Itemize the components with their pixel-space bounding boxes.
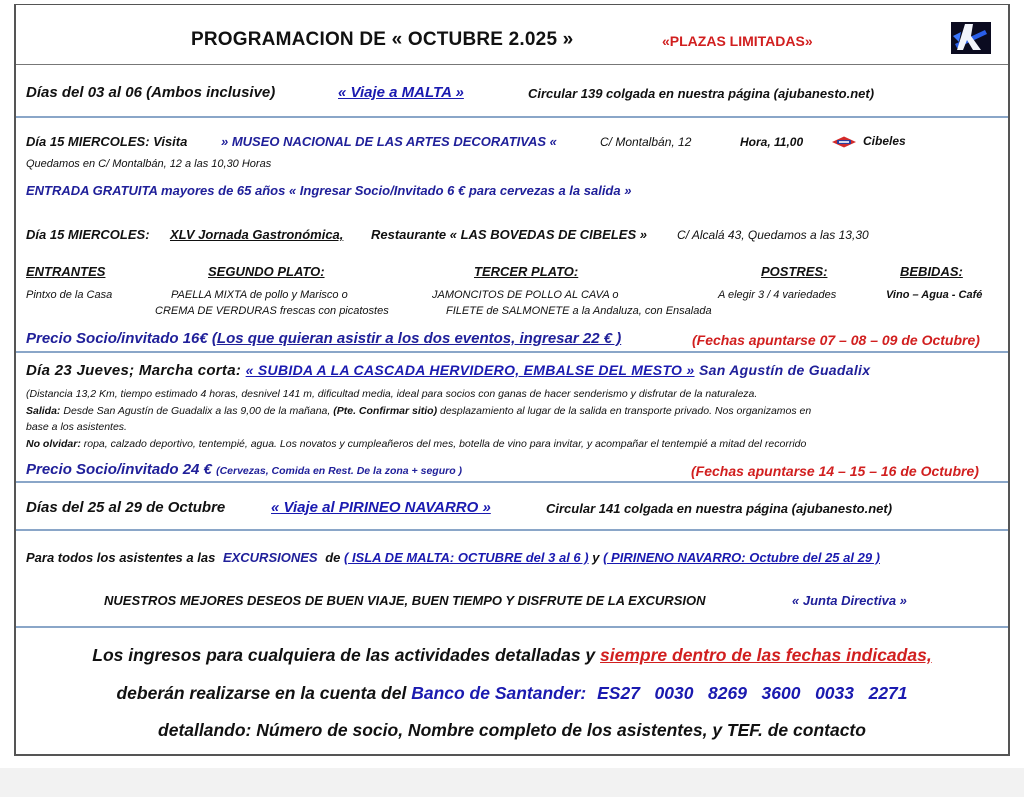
museum-entry-info: ENTRADA GRATUITA mayores de 65 años « Ingresar Socio/Invitado 6 € para cervezas a la salida »: [26, 183, 632, 198]
gastro-address: C/ Alcalá 43, Quedamos a las 13,30: [677, 228, 869, 242]
hike-departure-cont: base a los asistentes.: [26, 421, 127, 433]
hike-price-line: [26, 461, 462, 478]
gastro-signup-dates: (Fechas apuntarse 07 – 08 – 09 de Octubre): [692, 332, 980, 348]
gastro-day: Día 15 MIERCOLES:: [26, 227, 150, 242]
payment-line-2: [16, 683, 1008, 704]
hike-remember-label: No olvidar:: [26, 438, 81, 450]
menu-tercero-option-2: FILETE de SALMONETE a la Andaluza, con Ensalada: [446, 305, 712, 317]
payment-line-1-text: Los ingresos para cualquiera de las actividades detalladas y: [92, 645, 596, 665]
museum-name: » MUSEO NACIONAL DE LAS ARTES DECORATIVAS «: [221, 134, 557, 149]
gastro-price: Precio Socio/invitado 16€: [26, 330, 208, 347]
malta-circular-note: Circular 139 colgada en nuestra página (ajubanesto.net): [528, 86, 875, 101]
excursions-y: y: [592, 550, 600, 565]
section-payment: [16, 626, 1008, 755]
hike-name-link[interactable]: « SUBIDA A LA CASCADA HERVIDERO, EMBALSE DEL MESTO »: [245, 362, 695, 378]
gastro-price-line: [26, 330, 621, 347]
section-pirineo-trip: [16, 481, 1008, 529]
museum-address: C/ Montalbán, 12: [600, 135, 692, 149]
excursion-malta-link[interactable]: ( ISLA DE MALTA: OCTUBRE del 3 al 6 ): [344, 550, 589, 565]
museum-meeting-point: Quedamos en C/ Montalbán, 12 a las 10,30 Horas: [26, 158, 272, 170]
excursions-intro: Para todos los asistentes a las: [26, 550, 216, 565]
malta-dates: Días del 03 al 06 (Ambos inclusive): [26, 84, 276, 101]
menu-segundo-option-2: CREMA DE VERDURAS frescas con picatostes: [155, 305, 389, 317]
metro-station-name: Cibeles: [863, 134, 906, 148]
section-october-15: [16, 116, 1008, 351]
menu-tercero-option-1: JAMONCITOS DE POLLO AL CAVA o: [432, 289, 619, 301]
ajubanesto-logo-icon: [951, 22, 991, 54]
hike-remember: [26, 438, 806, 450]
gastro-restaurant: Restaurante « LAS BOVEDAS DE CIBELES »: [371, 227, 647, 242]
section-excursions: [16, 529, 1008, 626]
hike-departure: [26, 405, 811, 417]
malta-trip-link[interactable]: « Viaje a MALTA »: [338, 84, 464, 101]
menu-postres: A elegir 3 / 4 variedades: [718, 289, 837, 301]
menu-header-segundo: SEGUNDO PLATO:: [208, 264, 325, 279]
programme-sheet: [14, 4, 1010, 756]
menu-header-postres: POSTRES:: [761, 264, 828, 279]
pirineo-circular-note: Circular 141 colgada en nuestra página (ajubanesto.net): [546, 501, 893, 516]
hike-price: Precio Socio/invitado 24 €: [26, 461, 212, 478]
page-footer-band: [0, 768, 1024, 797]
section-malta-trip: [16, 64, 1008, 116]
payment-deadline-warning: siempre dentro de las fechas indicadas,: [600, 645, 932, 665]
hike-title-line: [26, 362, 870, 379]
excursions-de: de: [325, 550, 341, 565]
menu-header-bebidas: BEBIDAS:: [900, 264, 963, 279]
board-signature: « Junta Directiva »: [792, 593, 907, 608]
gastro-price-note: (Los que quieran asistir a los dos eventos, ingresar 22 € ): [211, 330, 622, 347]
section-hike: [16, 351, 1008, 481]
excursions-line: [26, 550, 880, 565]
pirineo-dates: Días del 25 al 29 de Octubre: [26, 499, 226, 516]
pirineo-trip-link[interactable]: « Viaje al PIRINEO NAVARRO »: [271, 499, 491, 516]
museum-time: Hora, 11,00: [740, 135, 804, 149]
menu-segundo-option-1: PAELLA MIXTA de pollo y Marisco o: [171, 289, 348, 301]
limited-places-label: «PLAZAS LIMITADAS»: [662, 33, 813, 49]
hike-departure-confirm: (Pte. Confirmar sitio): [333, 405, 438, 417]
hike-details: (Distancia 13,2 Km, tiempo estimado 4 horas, desnivel 141 m, dificultad media, ideal para socios con ganas de hacer senderismo y disfrutar de la naturaleza.: [26, 388, 758, 400]
payment-iban: ES27 0030 8269 3600 0033 2271: [597, 683, 908, 703]
museum-day: Día 15 MIERCOLES: Visita: [26, 134, 188, 149]
page-title: PROGRAMACION DE « OCTUBRE 2.025 »: [191, 29, 574, 50]
gastro-event: XLV Jornada Gastronómica,: [170, 227, 344, 242]
payment-line-1: [16, 645, 1008, 666]
payment-line-2-text: deberán realizarse en la cuenta del: [116, 683, 407, 703]
excursion-pirineo-link[interactable]: ( PIRINENO NAVARRO: Octubre del 25 al 29 ): [603, 550, 880, 565]
hike-departure-label: Salida:: [26, 405, 61, 417]
menu-header-tercero: TERCER PLATO:: [474, 264, 579, 279]
menu-header-entrantes: ENTRANTES: [26, 264, 106, 279]
hike-signup-dates: (Fechas apuntarse 14 – 15 – 16 de Octubre): [691, 463, 979, 479]
excursions-word: EXCURSIONES: [222, 550, 318, 565]
payment-line-3: detallando: Número de socio, Nombre completo de los asistentes, y TEF. de contacto: [158, 720, 866, 740]
metro-madrid-icon: [831, 136, 857, 148]
menu-bebidas: Vino – Agua - Café: [886, 289, 983, 301]
hike-remember-text: ropa, calzado deportivo, tentempié, agua. Los novatos y cumpleañeros del mes, botella de vino para invitar, y acompañar el tentempié a mitad del recorrido: [80, 438, 807, 450]
hike-place: San Agustín de Guadalix: [698, 362, 871, 378]
menu-entrantes: Pintxo de la Casa: [26, 289, 113, 301]
excursions-wishes: NUESTROS MEJORES DESEOS DE BUEN VIAJE, BUEN TIEMPO Y DISFRUTE DE LA EXCURSION: [104, 593, 706, 608]
hike-day: Día 23 Jueves; Marcha corta:: [26, 362, 242, 379]
metro-stop: [831, 134, 906, 148]
hike-departure-rest: desplazamiento al lugar de la salida en transporte privado. Nos organizamos en: [437, 405, 812, 417]
hike-departure-text: Desde San Agustín de Guadalix a las 9,00 de la mañana,: [60, 405, 334, 417]
hike-price-note: (Cervezas, Comida en Rest. De la zona + seguro ): [216, 465, 463, 477]
payment-bank: Banco de Santander:: [411, 683, 587, 703]
